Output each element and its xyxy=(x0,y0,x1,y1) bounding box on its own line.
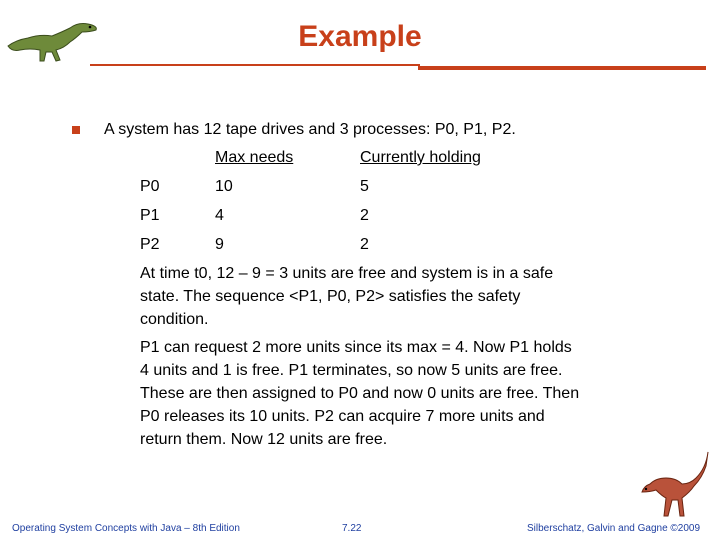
paragraph-safe-state: At time t0, 12 – 9 = 3 units are free and system is in a safe state. The sequence <P1, P0, P2> satisfies the safety condition. xyxy=(140,265,554,328)
table-header-max: Max needs xyxy=(215,149,294,166)
table-cell-max: 10 xyxy=(215,178,233,195)
table-cell-holding: 2 xyxy=(360,207,369,224)
table-cell-process: P1 xyxy=(140,207,160,224)
table-cell-max: 9 xyxy=(215,236,224,253)
footer-course: Operating System Concepts with Java – 8th Edition xyxy=(12,523,240,534)
table-cell-holding: 5 xyxy=(360,178,369,195)
paragraph-explanation: P1 can request 2 more units since its max = 4. Now P1 holds 4 units and 1 is free. P1 terminates, so now 5 units are free. These are then assigned to P0 and now 0 units are free. Then P0 releases its 10 units. P2 can acquire 7 more units and return them. Now 12 units are free. xyxy=(140,339,580,448)
table-cell-process: P0 xyxy=(140,178,160,195)
table-cell-holding: 2 xyxy=(360,236,369,253)
bullet-square-icon xyxy=(72,126,80,134)
table-cell-max: 4 xyxy=(215,207,224,224)
table-cell-process: P2 xyxy=(140,236,160,253)
title-divider-thick xyxy=(418,66,706,70)
slide-title: Example xyxy=(298,20,422,53)
dinosaur-figure-icon xyxy=(636,448,712,520)
footer-copyright: Silberschatz, Galvin and Gagne ©2009 xyxy=(527,523,701,534)
title-divider xyxy=(90,64,420,66)
footer-page-number: 7.22 xyxy=(342,523,362,534)
bullet-text: A system has 12 tape drives and 3 processes: P0, P1, P2. xyxy=(104,121,516,138)
table-header-holding: Currently holding xyxy=(360,149,481,166)
